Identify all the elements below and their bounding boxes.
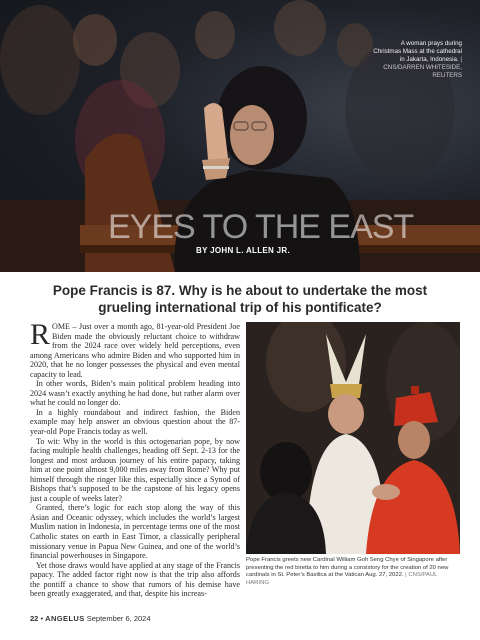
article-paragraph bbox=[30, 318, 240, 379]
article-paragraph: Granted, there’s logic for each stop along the way of this Asian and Oceanic odyssey, which includes the world’s largest Muslim nation in Indonesia, in percentage terms one of the most Catholic states on earth in East Timor, a classically peripheral missionary venue in Papua New Guinea, and one of the world’s financial powerhouses in Singapore. bbox=[30, 503, 240, 561]
article-body bbox=[30, 318, 240, 599]
page-number: 22 bbox=[30, 614, 39, 623]
article-paragraph: To wit: Why in the world is this octogenarian pope, by now facing multiple health challenges, heading off Sept. 2-13 for the longest and most arduous journey of his entire papacy, taking him at one point almost 9,000 miles away from Rome? Why put himself through the ringer like this, especially since a Synod of Bishops that’s supposed to be the capstone of his legacy opens just a couple of weeks later? bbox=[30, 436, 240, 503]
hero-photo bbox=[0, 0, 480, 272]
magazine-name: ANGELUS bbox=[45, 614, 85, 623]
article-paragraph: In other words, Biden’s main political problem heading into 2024 wasn’t exactly anything he had done, but rather alarm over what he could no longer do. bbox=[30, 379, 240, 408]
pope-caption-text: Pope Francis greets new Cardinal William Goh Seng Chye of Singapore after presenting the red biretta to him during a consistory for the creation of 20 new cardinals in St. Peter’s Basilica at the Vatican Aug. 27, 2022. bbox=[246, 557, 449, 579]
pope-photo-credit: | CNS/PAUL HARING bbox=[246, 572, 438, 586]
drop-cap: R bbox=[30, 318, 51, 351]
footer-separator: • bbox=[40, 614, 44, 623]
page-footer bbox=[30, 614, 151, 623]
issue-date: September 6, 2024 bbox=[86, 614, 151, 623]
pope-cardinal-illustration bbox=[246, 322, 460, 554]
article-byline: BY JOHN L. ALLEN JR. bbox=[196, 246, 291, 255]
article-deck: Pope Francis is 87. Why is he about to undertake the most grueling international trip of his pontificate? bbox=[52, 283, 428, 315]
article-paragraph: Yet those draws would have applied at any stage of the Francis papacy. The added factor right now is that the trip also affords the pontiff a chance to show that rumors of his demise have been greatly exaggerated, and that, despite his increas- bbox=[30, 560, 240, 599]
hero-photo-caption bbox=[372, 40, 462, 80]
hero-caption-text: A woman prays during Christmas Mass at the cathedral in Jakarta, Indonesia. bbox=[373, 40, 462, 63]
paragraph-text: OME – Just over a month ago, 81-year-old President Joe Biden made the obviously reluctant choice to withdraw from the 2024 race over widely held perceptions, even among Americans who admire Biden and who supported him in 2020, that he no longer possesses the physical and even mental capacity to lead. bbox=[30, 322, 240, 379]
article-headline: EYES TO THE EAST bbox=[108, 208, 414, 246]
pope-photo-caption bbox=[246, 557, 460, 587]
hero-photo-credit: | CNS/DARREN WHITESIDE, REUTERS bbox=[383, 56, 462, 79]
pope-cardinal-photo bbox=[246, 322, 460, 554]
article-paragraph: In a highly roundabout and indirect fashion, the Biden example may help answer an obvious question about the 87-year-old Pope Francis today as well. bbox=[30, 407, 240, 437]
